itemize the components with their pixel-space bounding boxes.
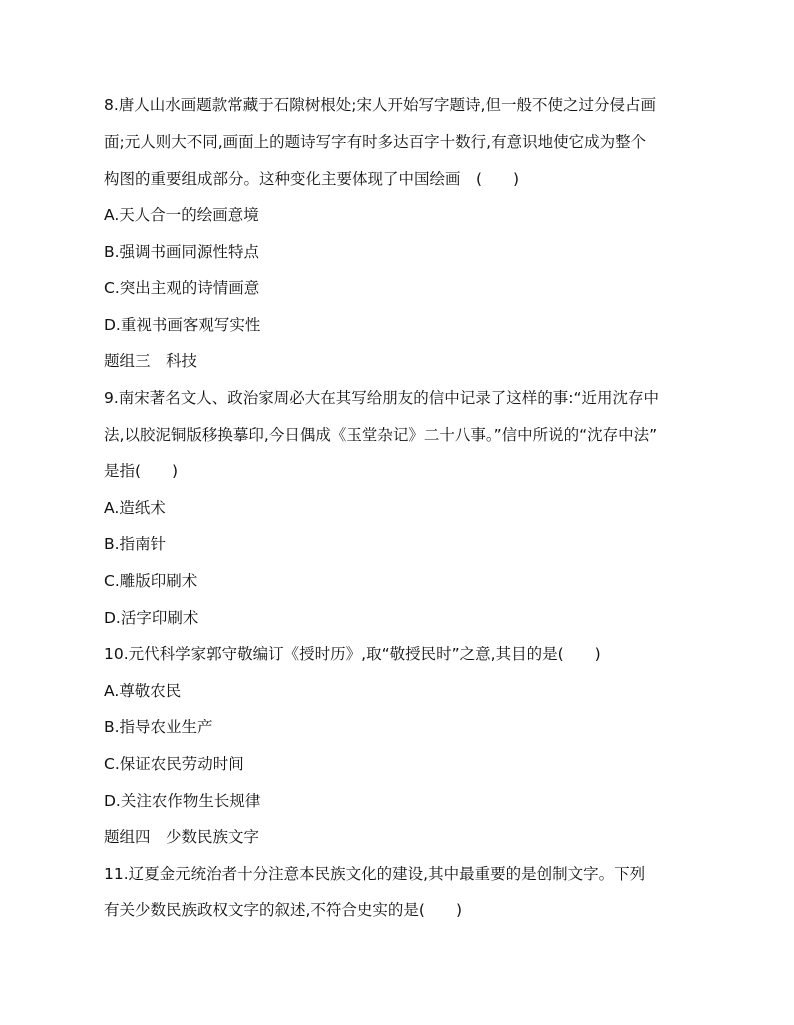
question-10-option-a: A.尊敬农民 [104,682,182,700]
question-8-stem-line-3: 构图的重要组成部分。这种变化主要体现了中国绘画 ( ) [104,170,520,188]
question-10-stem-line-1: 10.元代科学家郭守敬编订《授时历》,取“敬授民时”之意,其目的是( ) [104,645,601,663]
question-10-option-d: D.关注农作物生长规律 [104,792,261,810]
question-8-option-c: C.突出主观的诗情画意 [104,279,260,297]
question-8-stem-line-2: 面;元人则大不同,画面上的题诗写字有时多达百字十数行,有意识地使它成为整个 [104,133,647,151]
question-9-stem-line-3: 是指( ) [104,462,179,480]
question-9-option-d: D.活字印刷术 [104,609,199,627]
question-8-option-d: D.重视书画客观写实性 [104,316,261,334]
question-8-option-b: B.强调书画同源性特点 [104,243,260,261]
question-11-stem-line-1: 11.辽夏金元统治者十分注意本民族文化的建设,其中最重要的是创制文字。下列 [104,865,646,883]
question-8-option-a: A.天人合一的绘画意境 [104,206,259,224]
question-11-stem-line-2: 有关少数民族政权文字的叙述,不符合史实的是( ) [104,901,463,919]
section-heading-group-4: 题组四 少数民族文字 [104,828,260,846]
question-9-option-c: C.雕版印刷术 [104,572,198,590]
section-heading-group-3: 题组三 科技 [104,352,198,370]
question-9-option-a: A.造纸术 [104,499,166,517]
question-8-stem-line-1: 8.唐人山水画题款常藏于石隙树根处;宋人开始写字题诗,但一般不使之过分侵占画 [104,96,656,114]
question-10-option-c: C.保证农民劳动时间 [104,755,244,773]
question-9-stem-line-2: 法,以胶泥铜版移换摹印,今日偶成《玉堂杂记》二十八事。”信中所说的“沈存中法” [104,426,658,444]
question-10-option-b: B.指导农业生产 [104,718,213,736]
question-9-stem-line-1: 9.南宋著名文人、政治家周必大在其写给朋友的信中记录了这样的事:“近用沈存中 [104,389,660,407]
question-9-option-b: B.指南针 [104,535,167,553]
